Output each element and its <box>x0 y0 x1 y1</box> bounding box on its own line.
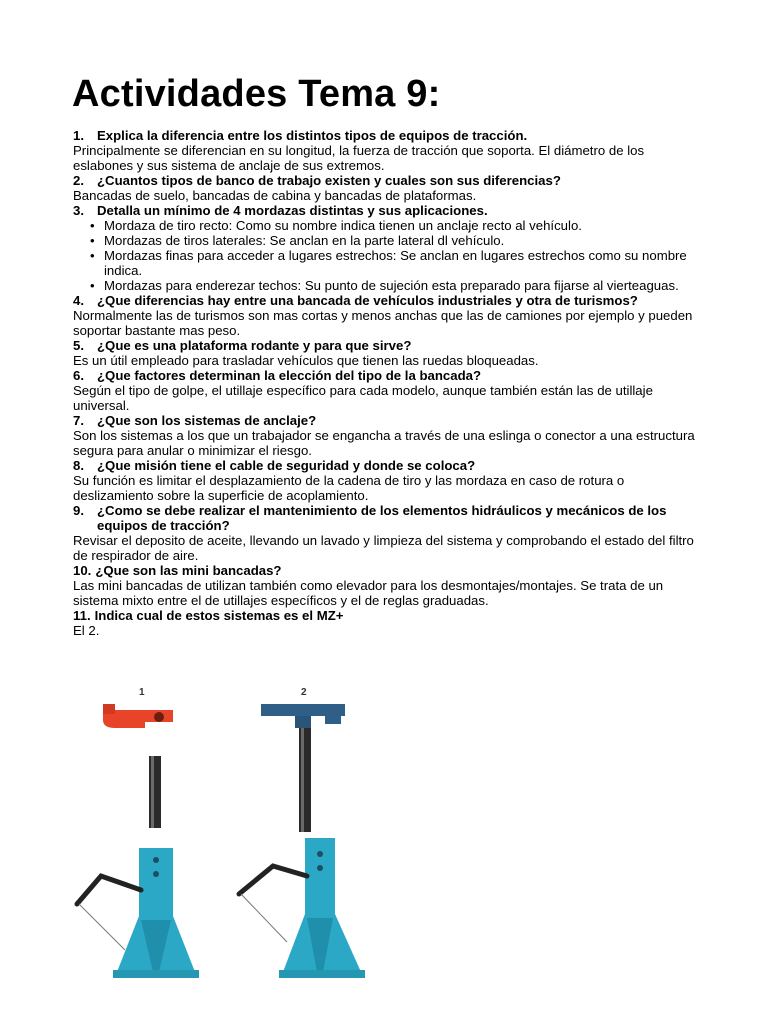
question-8: 8. ¿Que misión tiene el cable de seguridad y donde se coloca? <box>73 458 476 473</box>
list-item: • Mordazas finas para acceder a lugares estrechos: Se anclan en lugares estrechos como su nombre indica. <box>73 248 703 278</box>
answer-3-list <box>73 218 703 293</box>
answer-7: Son los sistemas a los que un trabajador se engancha a través de una eslinga o conector a una estructura segura para anular o minimizar el riesgo. <box>73 428 695 458</box>
answer-5: Es un útil empleado para trasladar vehículos que tienen las ruedas bloqueadas. <box>73 353 539 368</box>
list-item: • Mordazas de tiros laterales: Se anclan en la parte lateral dl vehículo. <box>73 233 703 248</box>
answer-6: Según el tipo de golpe, el utillaje específico para cada modelo, aunque también están las de utillaje universal. <box>73 383 653 413</box>
list-item: • Mordaza de tiro recto: Como su nombre indica tienen un anclaje recto al vehículo. <box>73 218 703 233</box>
answer-2: Bancadas de suelo, bancadas de cabina y bancadas de plataformas. <box>73 188 477 203</box>
answer-4: Normalmente las de turismos son mas cortas y menos anchas que las de camiones por ejemplo y pueden soportar bastante mas peso. <box>73 308 693 338</box>
rod <box>299 728 311 832</box>
question-1: 1. Explica la diferencia entre los distintos tipos de equipos de tracción. <box>73 128 528 143</box>
question-9: 9. ¿Como se debe realizar el mantenimiento de los elementos hidráulicos y mecánicos de los equipos de tracción? <box>73 503 667 533</box>
question-3: 3. Detalla un mínimo de 4 mordazas distintas y sus aplicaciones. <box>73 203 488 218</box>
question-5: 5. ¿Que es una plataforma rodante y para que sirve? <box>73 338 412 353</box>
answer-9: Revisar el deposito de aceite, llevando un lavado y limpieza del sistema y comprobando el estado del filtro de respirador de aire. <box>73 533 694 563</box>
figure-label-1: 1 <box>139 687 145 698</box>
figure-label-2: 2 <box>301 687 307 698</box>
question-7: 7. ¿Que son los sistemas de anclaje? <box>73 413 317 428</box>
answer-11: El 2. <box>73 623 100 638</box>
question-2: 2. ¿Cuantos tipos de banco de trabajo existen y cuales son sus diferencias? <box>73 173 561 188</box>
questions-list <box>73 128 703 638</box>
answer-8: Su función es limitar el desplazamiento de la cadena de tiro y las mordaza en caso de rotura o deslizamiento sobre la superficie de acoplamiento. <box>73 473 625 503</box>
question-11: 11. Indica cual de estos sistemas es el MZ+ <box>73 608 344 623</box>
rod <box>149 756 161 828</box>
question-6: 6. ¿Que factores determinan la elección del tipo de la bancada? <box>73 368 482 383</box>
answer-10: Las mini bancadas de utilizan también como elevador para los desmontajes/montajes. Se trata de un sistema mixto entre el de utillajes específicos y el de reglas graduadas. <box>73 578 664 608</box>
page-title: Actividades Tema 9: <box>72 73 441 115</box>
list-item: • Mordazas para enderezar techos: Su punto de sujeción esta preparado para fijarse al vierteaguas. <box>73 278 703 293</box>
question-4: 4. ¿Que diferencias hay entre una bancada de vehículos industriales y otra de turismos? <box>73 293 638 308</box>
jack-systems-figure <box>55 680 373 980</box>
question-10: 10. ¿Que son las mini bancadas? <box>73 563 282 578</box>
answer-1: Principalmente se diferencian en su longitud, la fuerza de tracción que soporta. El diámetro de los eslabones y sus sistema de anclaje de sus extremos. <box>73 143 645 173</box>
